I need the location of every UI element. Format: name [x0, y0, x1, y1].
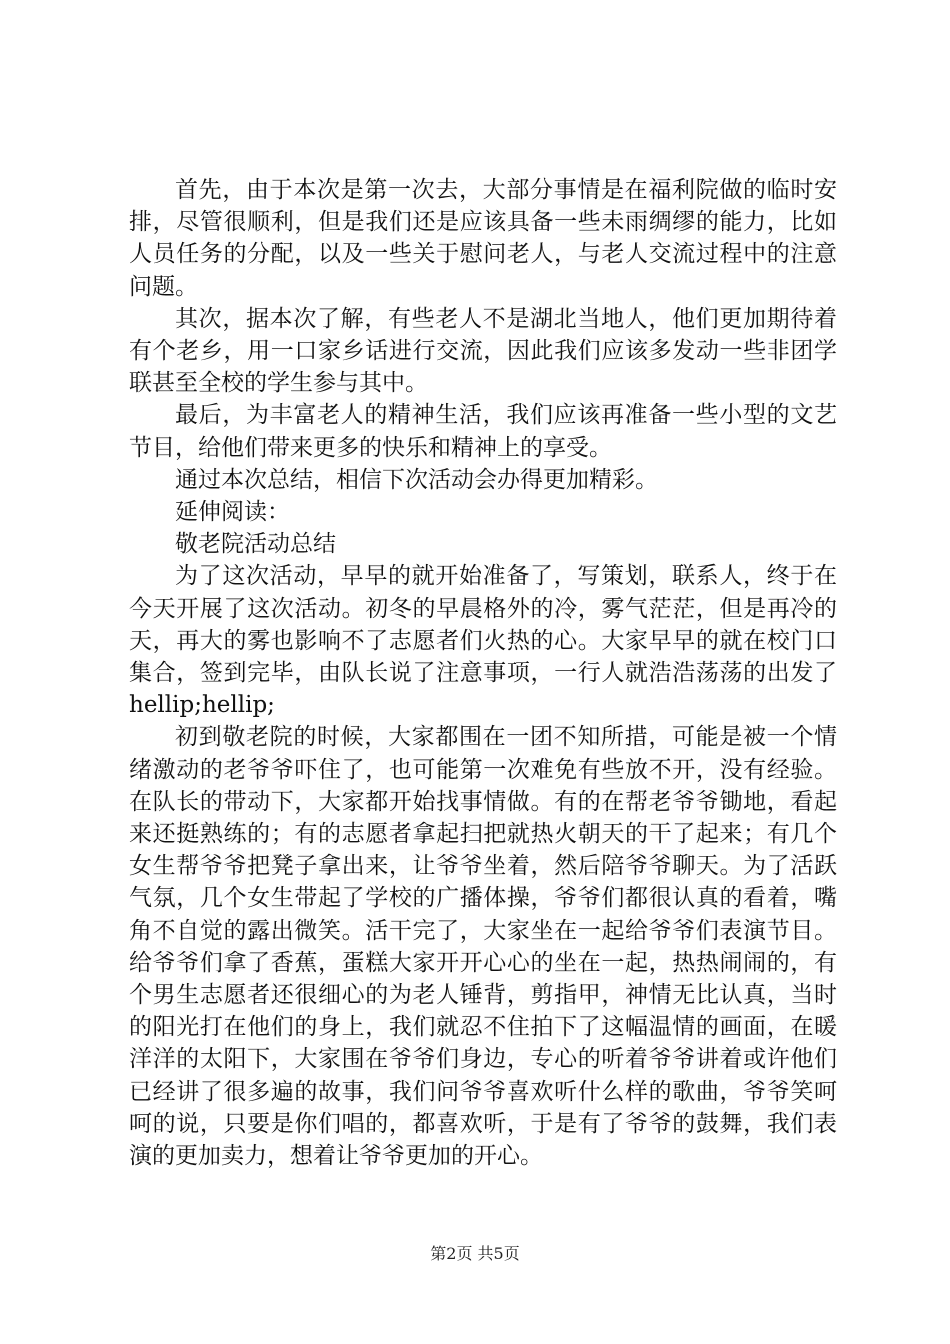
paragraph-conclusion: 通过本次总结，相信下次活动会办得更加精彩。: [175, 466, 658, 493]
document-body: [129, 174, 837, 1172]
section-title: 敬老院活动总结: [175, 531, 336, 558]
extended-reading-label: 延伸阅读：: [175, 499, 290, 526]
paragraph-second: 其次，据本次了解，有些老人不是湖北当地人，他们更加期待着有个老乡，用一口家乡话进行交流，因此我们应该多发动一些非团学联甚至全校的学生参与其中。: [129, 305, 837, 397]
paragraph-preparation: 为了这次活动，早早的就开始准备了，写策划，联系人，终于在今天开展了这次活动。初冬的早晨格外的冷，雾气茫茫，但是再冷的天，再大的雾也影响不了志愿者们火热的心。大家早早的就在校门口集合，签到完毕，由队长说了注意事项，一行人就浩浩荡荡的出发了 hellip;hellip;: [129, 563, 837, 719]
page-number-footer: 第2页 共5页: [430, 1244, 520, 1263]
paragraph-third: 最后，为丰富老人的精神生活，我们应该再准备一些小型的文艺节目，给他们带来更多的快乐和精神上的享受。: [129, 402, 837, 461]
paragraph-activity: 初到敬老院的时候，大家都围在一团不知所措，可能是被一个情绪激动的老爷爷吓住了，也可能第一次难免有些放不开，没有经验。在队长的带动下，大家都开始找事情做。有的在帮老爷爷锄地，看起来还挺熟练的；有的志愿者拿起扫把就热火朝天的干了起来；有几个女生帮爷爷把凳子拿出来，让爷爷坐着，然后陪爷爷聊天。为了活跃气氛，几个女生带起了学校的广播体操，爷爷们都很认真的看着，嘴角不自觉的露出微笑。活干完了，大家坐在一起给爷爷们表演节目。给爷爷们拿了香蕉，蛋糕大家开开心心的坐在一起，热热闹闹的，有个男生志愿者还很细心的为老人锤背，剪指甲，神情无比认真，当时的阳光打在他们的身上，我们就忍不住拍下了这幅温情的画面，在暖洋洋的太阳下，大家围在爷爷们身边，专心的听着爷爷讲着或许他们已经讲了很多遍的故事，我们问爷爷喜欢听什么样的歌曲，爷爷笑呵呵的说，只要是你们唱的，都喜欢听，于是有了爷爷的鼓舞，我们表演的更加卖力，想着让爷爷更加的开心。: [129, 724, 837, 1170]
paragraph-first: 首先，由于本次是第一次去，大部分事情是在福利院做的临时安排，尽管很顺利，但是我们还是应该具备一些未雨绸缪的能力，比如人员任务的分配，以及一些关于慰问老人，与老人交流过程中的注意问题。: [129, 177, 837, 300]
